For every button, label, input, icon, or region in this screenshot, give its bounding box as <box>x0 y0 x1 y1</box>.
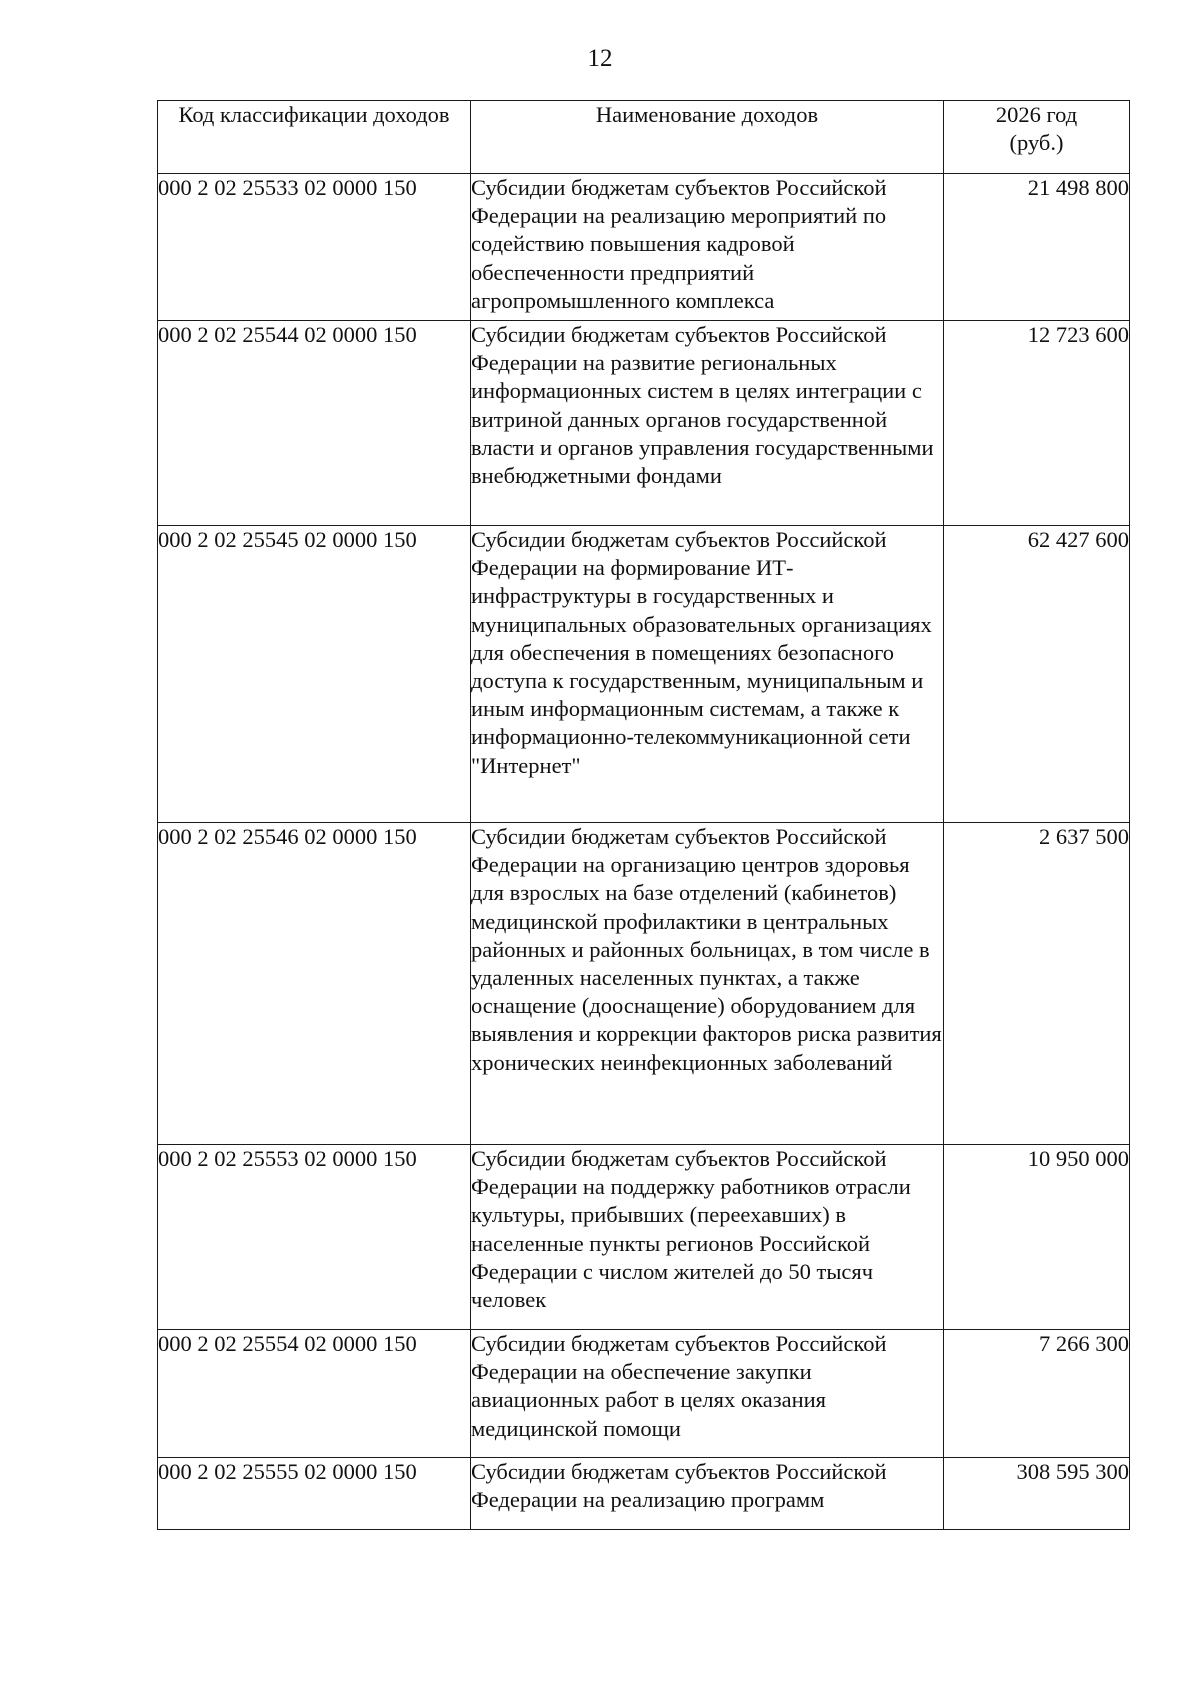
row-name: Субсидии бюджетам субъектов Российской Федерации на поддержку работников отрасли культуры, прибывших (переехавших) в населенные пункты регионов Российской Федерации с числом жителей до 50 тысяч человек <box>471 1145 944 1330</box>
row-name: Субсидии бюджетам субъектов Российской Федерации на развитие региональных информационных систем в целях интеграции с витриной данных органов государственной власти и органов управления государственными внебюджетными фондами <box>471 321 944 526</box>
table-row <box>158 1458 1130 1530</box>
table-row <box>158 174 1130 321</box>
table-row <box>158 526 1130 823</box>
table-body <box>158 174 1130 1530</box>
row-code: 000 2 02 25546 02 0000 150 <box>158 823 471 1145</box>
row-amount: 2 637 500 <box>944 823 1130 1145</box>
header-code: Код классификации доходов <box>158 101 471 174</box>
table-row <box>158 823 1130 1145</box>
row-amount: 308 595 300 <box>944 1458 1130 1530</box>
table-header <box>158 101 1130 174</box>
row-code: 000 2 02 25545 02 0000 150 <box>158 526 471 823</box>
table-row <box>158 321 1130 526</box>
header-name: Наименование доходов <box>471 101 944 174</box>
row-name: Субсидии бюджетам субъектов Российской Федерации на организацию центров здоровья для взрослых на базе отделений (кабинетов) медицинской профилактики в центральных районных и районных больницах, в том числе в удаленных населенных пунктах, а также оснащение (дооснащение) оборудованием для выявления и коррекции факторов риска развития хронических неинфекционных заболеваний <box>471 823 944 1145</box>
row-name: Субсидии бюджетам субъектов Российской Федерации на реализацию мероприятий по содействию повышения кадровой обеспеченности предприятий агропромышленного комплекса <box>471 174 944 321</box>
row-code: 000 2 02 25554 02 0000 150 <box>158 1330 471 1458</box>
row-code: 000 2 02 25555 02 0000 150 <box>158 1458 471 1530</box>
revenue-table <box>157 100 1130 1530</box>
header-amount-year: 2026 год <box>995 102 1078 127</box>
row-amount: 21 498 800 <box>944 174 1130 321</box>
page-number: 12 <box>587 45 613 72</box>
row-code: 000 2 02 25544 02 0000 150 <box>158 321 471 526</box>
header-amount-unit: (руб.) <box>1009 130 1064 156</box>
row-amount: 12 723 600 <box>944 321 1130 526</box>
row-code: 000 2 02 25533 02 0000 150 <box>158 174 471 321</box>
header-row <box>158 101 1130 174</box>
row-name: Субсидии бюджетам субъектов Российской Федерации на обеспечение закупки авиационных работ в целях оказания медицинской помощи <box>471 1330 944 1458</box>
row-amount: 7 266 300 <box>944 1330 1130 1458</box>
table-row <box>158 1330 1130 1458</box>
row-code: 000 2 02 25553 02 0000 150 <box>158 1145 471 1330</box>
header-amount <box>944 101 1130 174</box>
row-name: Субсидии бюджетам субъектов Российской Федерации на формирование ИТ-инфраструктуры в государственных и муниципальных образовательных организациях для обеспечения в помещениях безопасного доступа к государственным, муниципальным и иным информационным системам, а также к информационно-телекоммуникационной сети "Интернет" <box>471 526 944 823</box>
row-name: Субсидии бюджетам субъектов Российской Федерации на реализацию программ <box>471 1458 944 1530</box>
row-amount: 10 950 000 <box>944 1145 1130 1330</box>
row-amount: 62 427 600 <box>944 526 1130 823</box>
table-row <box>158 1145 1130 1330</box>
